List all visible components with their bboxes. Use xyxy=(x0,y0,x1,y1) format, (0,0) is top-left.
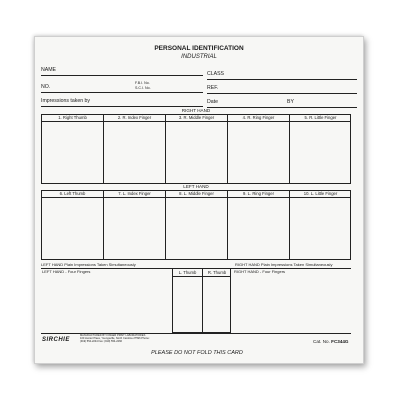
right-four-fingers-label: RIGHT HAND - Four Fingers xyxy=(234,269,286,274)
class-label: CLASS xyxy=(207,71,225,77)
lh-divider-2 xyxy=(165,191,166,259)
lh-divider-3 xyxy=(227,191,228,259)
card-title: PERSONAL IDENTIFICATION xyxy=(154,45,244,52)
finger-2-label: 2. R. Index Finger xyxy=(117,115,152,120)
cat-number: FC344G xyxy=(331,339,349,344)
finger-4-label: 4. R. Ring Finger xyxy=(242,115,275,120)
thumb-boxes xyxy=(172,268,231,333)
right-plain-caption: RIGHT HAND Plain Impressions Taken Simultaneously xyxy=(235,262,333,267)
thumb-label-divider xyxy=(173,276,230,277)
left-plain-caption: LEFT HAND Plain Impressions Taken Simultaneously xyxy=(41,262,136,267)
impressions-taken-by-label: Impressions taken by xyxy=(41,98,91,104)
impressions-line xyxy=(41,106,203,107)
fbi-no-label: F.B.I. No. xyxy=(135,81,150,85)
right-hand-grid xyxy=(41,114,351,184)
r-thumb-label: R. Thumb xyxy=(207,270,227,275)
finger-5-label: 5. R. Little Finger xyxy=(304,115,337,120)
rh-divider-3 xyxy=(227,115,228,183)
finger-3-label: 3. R. Middle Finger xyxy=(178,115,215,120)
name-label: NAME xyxy=(41,67,56,73)
class-line xyxy=(207,79,357,80)
rh-divider-2 xyxy=(165,115,166,183)
lh-divider-1 xyxy=(103,191,104,259)
ref-line xyxy=(207,93,357,94)
finger-6-label: 6. Left Thumb xyxy=(59,191,86,196)
date-label: Date xyxy=(207,99,218,105)
date-by-line xyxy=(207,107,357,108)
left-hand-grid xyxy=(41,190,351,260)
finger-7-label: 7. L. Index Finger xyxy=(118,191,151,196)
lh-divider-4 xyxy=(289,191,290,259)
finger-9-label: 9. L. Ring Finger xyxy=(243,191,274,196)
l-thumb-label: L. Thumb xyxy=(178,270,197,275)
finger-8-label: 8. L. Middle Finger xyxy=(179,191,214,196)
left-hand-header: LEFT HAND xyxy=(183,184,209,189)
thumb-divider xyxy=(202,269,203,332)
do-not-fold-note: PLEASE DO NOT FOLD THIS CARD xyxy=(151,350,243,356)
name-line xyxy=(41,75,203,76)
sci-no-label: S.C.I. No. xyxy=(135,86,151,90)
by-label: BY xyxy=(287,99,294,105)
no-label: NO. xyxy=(41,84,51,90)
finger-10-label: 10. L. Little Finger xyxy=(303,191,338,196)
rh-divider-1 xyxy=(103,115,104,183)
catalog-number-label xyxy=(313,340,349,345)
manufacturer-info: MANUFACTURED BY FINGER PRINT LABORATORIES 100 Hunter Place, Youngsville, North Carolina 27596 Phone: (919) 554-2244 Fax: (919) 554-2266 xyxy=(80,334,150,343)
right-hand-label-divider xyxy=(42,121,350,122)
finger-1-label: 1. Right Thumb xyxy=(58,115,87,120)
left-hand-label-divider xyxy=(42,197,350,198)
ref-label: REF. xyxy=(207,85,219,91)
cat-label: Cat. No. xyxy=(313,339,330,344)
fingerprint-card xyxy=(34,36,364,364)
no-line xyxy=(41,92,203,93)
rh-divider-4 xyxy=(289,115,290,183)
left-four-fingers-label: LEFT HAND - Four Fingers xyxy=(42,269,91,274)
right-hand-header: RIGHT HAND xyxy=(181,108,211,113)
card-subtitle: INDUSTRIAL xyxy=(181,54,217,60)
sirchie-logo: SIRCHIE xyxy=(42,337,70,343)
